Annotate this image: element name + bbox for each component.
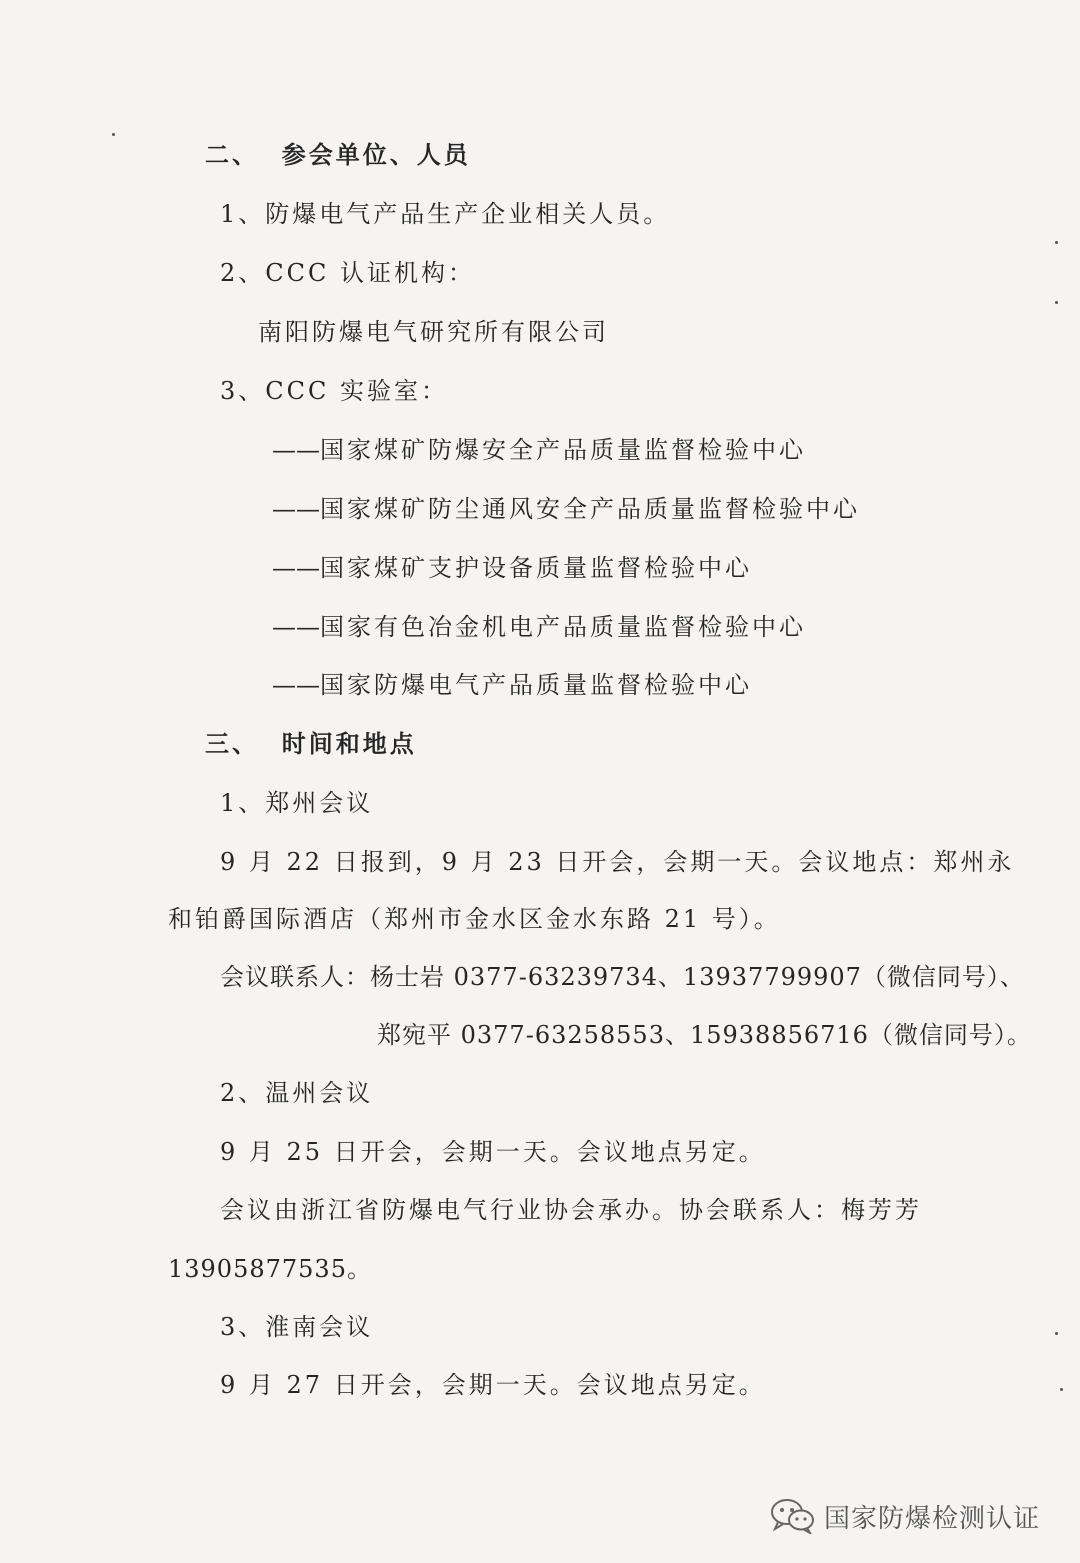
lab-item xyxy=(272,435,806,465)
section3-heading xyxy=(205,729,417,759)
wenzhou-line3: 13905877535。 xyxy=(168,1255,372,1283)
zhengzhou-contact1: 会议联系人：杨士岩 0377-63239734、13937799907（微信同号）、 xyxy=(220,963,1025,991)
section2-heading-text: 参会单位、人员 xyxy=(281,140,471,169)
lab-name: 国家煤矿防尘通风安全产品质量监督检验中心 xyxy=(320,495,860,523)
lab-name: 国家煤矿支护设备质量监督检验中心 xyxy=(320,554,752,582)
scan-speck xyxy=(1060,1388,1063,1391)
zhengzhou-contact2: 郑宛平 0377-63258553、15938856716（微信同号）。 xyxy=(377,1021,1032,1049)
section3-heading-text: 时间和地点 xyxy=(281,729,417,758)
scan-speck xyxy=(112,133,115,136)
wenzhou-title: 2、温州会议 xyxy=(220,1079,374,1107)
watermark-text: 国家防爆检测认证 xyxy=(824,1503,1041,1534)
lab-item xyxy=(272,553,752,583)
wenzhou-line2: 会议由浙江省防爆电气行业协会承办。协会联系人：梅芳芳 xyxy=(220,1196,922,1224)
section2-item1: 1、防爆电气产品生产企业相关人员。 xyxy=(220,200,671,228)
lab-dash: —— xyxy=(272,671,320,699)
huainan-title: 3、淮南会议 xyxy=(220,1313,374,1341)
scan-speck xyxy=(1055,1332,1058,1335)
wechat-watermark xyxy=(770,1496,1040,1536)
zhengzhou-title: 1、郑州会议 xyxy=(220,789,374,817)
lab-item xyxy=(272,494,860,524)
section3-heading-num: 三、 xyxy=(205,729,259,758)
huainan-line1: 9 月 27 日开会，会期一天。会议地点另定。 xyxy=(220,1371,766,1399)
lab-item xyxy=(272,612,806,642)
wechat-icon xyxy=(770,1498,816,1534)
lab-dash: —— xyxy=(272,495,320,523)
lab-dash: —— xyxy=(272,554,320,582)
section2-heading-num: 二、 xyxy=(205,140,259,169)
lab-name: 国家有色冶金机电产品质量监督检验中心 xyxy=(320,613,806,641)
zhengzhou-line1: 9 月 22 日报到，9 月 23 日开会，会期一天。会议地点：郑州永 xyxy=(220,848,1015,876)
scan-speck xyxy=(1055,241,1058,244)
lab-dash: —— xyxy=(272,613,320,641)
lab-dash: —— xyxy=(272,436,320,464)
wenzhou-line1: 9 月 25 日开会，会期一天。会议地点另定。 xyxy=(220,1138,766,1166)
scan-speck xyxy=(1055,301,1058,304)
zhengzhou-line2: 和铂爵国际酒店（郑州市金水区金水东路 21 号）。 xyxy=(168,905,781,933)
section2-item2-org: 南阳防爆电气研究所有限公司 xyxy=(258,318,609,346)
section2-heading xyxy=(205,140,471,170)
lab-name: 国家煤矿防爆安全产品质量监督检验中心 xyxy=(320,436,806,464)
lab-item xyxy=(272,670,752,700)
section2-item2: 2、CCC 认证机构： xyxy=(220,259,475,287)
section2-item3: 3、CCC 实验室： xyxy=(220,377,448,405)
lab-name: 国家防爆电气产品质量监督检验中心 xyxy=(320,671,752,699)
